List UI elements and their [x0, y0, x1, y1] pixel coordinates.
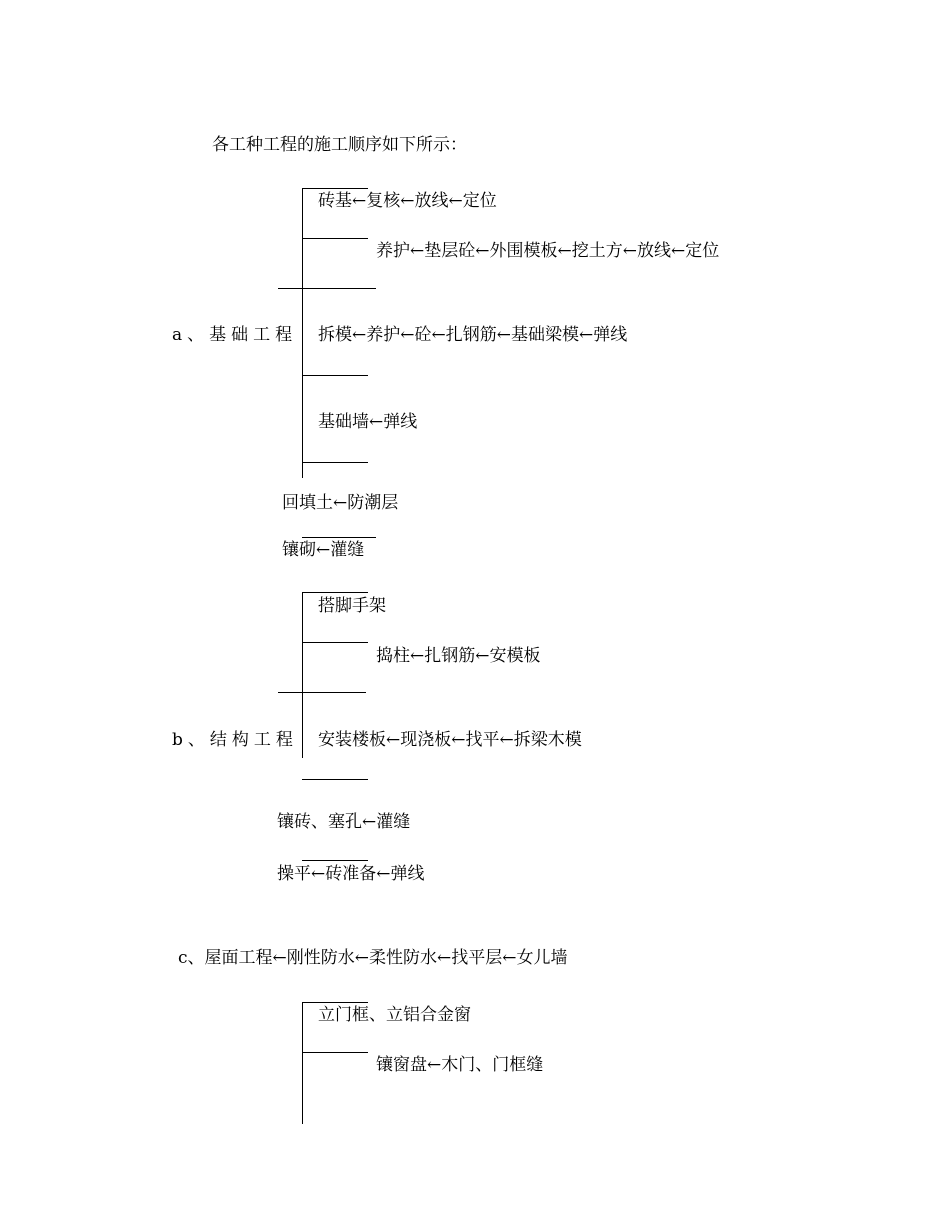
foundation-step: 砖基←复核←放线←定位 [318, 191, 497, 211]
foundation-step: 回填土←防潮层 [282, 493, 399, 513]
structure-step: 搭脚手架 [318, 596, 386, 616]
decoration-bracket-line [302, 1002, 303, 1124]
structure-tick [302, 592, 368, 593]
decoration-tick [302, 1002, 368, 1003]
foundation-tick [302, 238, 368, 239]
foundation-tick [302, 188, 368, 189]
structure-tick [278, 692, 366, 693]
structure-step: 安装楼板←现浇板←找平←拆梁木模 [318, 730, 582, 750]
foundation-tick [278, 288, 376, 289]
structure-tick [302, 642, 368, 643]
decoration-step: 立门框、立铝合金窗 [318, 1005, 471, 1025]
foundation-step: 养护←垫层砼←外围模板←挖土方←放线←定位 [376, 241, 720, 261]
structure-bracket-line [302, 592, 303, 758]
structure-tick [302, 779, 368, 780]
structure-label: b、结构工程 [172, 730, 298, 750]
foundation-step: 基础墙←弹线 [318, 412, 418, 432]
structure-step: 捣柱←扎钢筋←安模板 [376, 646, 541, 666]
foundation-step: 镶砌←灌缝 [282, 540, 365, 560]
foundation-step: 拆模←养护←砼←扎钢筋←基础梁模←弹线 [318, 325, 628, 345]
foundation-tick [302, 375, 368, 376]
foundation-label: a、基础工程 [172, 325, 298, 345]
intro-text: 各工种工程的施工顺序如下所示： [212, 135, 467, 155]
decoration-tick [302, 1052, 368, 1053]
foundation-tick [302, 537, 376, 538]
decoration-step: 镶窗盘←木门、门框缝 [376, 1055, 544, 1075]
structure-step: 镶砖、塞孔←灌缝 [277, 812, 411, 832]
roof-sequence: c、屋面工程←刚性防水←柔性防水←找平层←女儿墙 [178, 948, 568, 968]
foundation-tick [302, 462, 368, 463]
structure-tick [302, 860, 368, 861]
foundation-bracket-line [302, 188, 303, 478]
structure-step: 操平←砖准备←弹线 [277, 864, 425, 884]
